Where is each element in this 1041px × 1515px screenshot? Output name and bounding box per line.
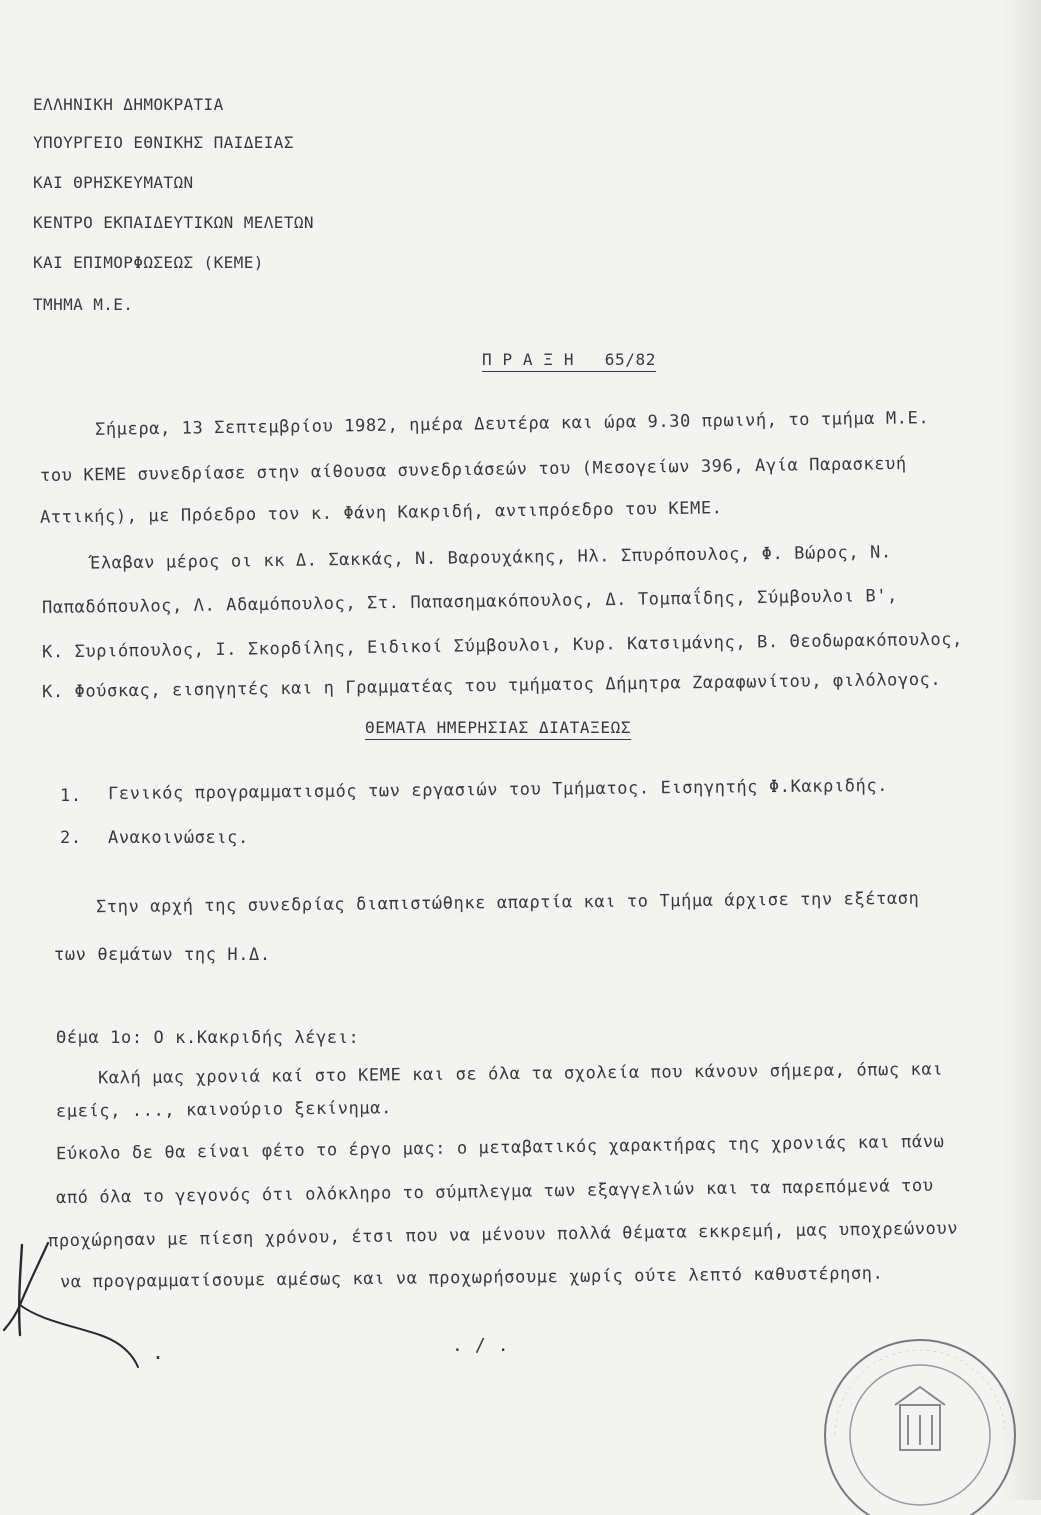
topic-1-line-5: προχώρησαν με πίεση χρόνου, έτσι που να μένουν πολλά θέματα εκκρεμή, μας υποχρεώνουν <box>47 1218 959 1252</box>
handwritten-signature <box>0 1235 180 1375</box>
header-line-3: ΚΑΙ ΘΡΗΣΚΕΥΜΑΤΩΝ <box>33 173 194 192</box>
agenda-item-number: 2. <box>60 828 82 848</box>
quorum-line-2: των θεμάτων της Η.Δ. <box>54 945 271 965</box>
intro-line-1: Σήμερα, 13 Σεπτεμβρίου 1982, ημέρα Δευτέρα και ώρα 9.30 πρωινή, το τμήμα Μ.Ε. <box>94 408 930 440</box>
act-title: Π Ρ Α Ξ Η 65/82 <box>482 350 656 369</box>
bleed-through-text <box>210 172 220 190</box>
intro-line-2: του ΚΕΜΕ συνεδρίασε στην αίθουσα συνεδριάσεών του (Μεσογείων 396, Αγία Παρασκευή <box>39 453 907 487</box>
topic-1-line-1: Καλή μας χρονιά καί στο ΚΕΜΕ και σε όλα τα σχολεία που κάνουν σήμερα, όπως και <box>97 1059 944 1089</box>
members-line-3: Κ. Συριόπουλος, Ι. Σκορδίλης, Ειδικοί Σύμβουλοι, Κυρ. Κατσιμάνης, Β. Θεοδωρακόπουλος, <box>41 629 964 663</box>
agenda-item-text: Ανακοινώσεις. <box>108 828 249 848</box>
header-line-2: ΥΠΟΥΡΓΕΙΟ ΕΘΝΙΚΗΣ ΠΑΙΔΕΙΑΣ <box>33 133 294 152</box>
footer-dot: . <box>152 1340 165 1364</box>
members-line-4: Κ. Φούσκας, εισηγητές και η Γραμματέας του τμήματος Δήμητρα Ζαραφωνίτου, φιλόλογος. <box>41 669 942 703</box>
topic-1-line-2: εμείς, ..., καινούριο ξεκίνημα. <box>55 1098 392 1122</box>
quorum-line-1: Στην αρχή της συνεδρίας διαπιστώθηκε απαρτία και το Τμήμα άρχισε την εξέταση <box>95 888 920 918</box>
topic-1-line-3: Εύκολο δε θα είναι φέτο το έργο μας: ο μεταβατικός χαρακτήρας της χρονιάς και πάνω <box>55 1131 945 1165</box>
official-stamp <box>795 1325 1035 1515</box>
agenda-title: ΘΕΜΑΤΑ ΗΜΕΡΗΣΙΑΣ ΔΙΑΤΑΞΕΩΣ <box>365 718 632 737</box>
intro-line-3: Αττικής), με Πρόεδρο τον κ. Φάνη Κακριδή, αντιπρόεδρο του ΚΕΜΕ. <box>39 498 723 528</box>
topic-1-line-4: από όλα το γεγονός ότι ολόκληρο το σύμπλεγμα των εξαγγελιών και τα παρεπόμενά του <box>55 1175 934 1209</box>
members-line-2: Παπαδόπουλος, Λ. Αδαμόπουλος, Στ. Παπασημακόπουλος, Δ. Τομπαΐδης, Σύμβουλοι Β', <box>41 586 899 618</box>
members-line-1: Έλαβαν μέρος οι κκ Δ. Σακκάς, Ν. Βαρουχάκης, Ηλ. Σπυρόπουλος, Φ. Βώρος, Ν. <box>89 542 892 574</box>
header-line-1: ΕΛΛΗΝΙΚΗ ΔΗΜΟΚΡΑΤΙΑ <box>33 95 224 114</box>
agenda-item-text: Γενικός προγραμματισμός των εργασιών του Τμήματος. Εισηγητής Φ.Κακριδής. <box>107 775 889 805</box>
topic-1-line-6: να προγραμματίσουμε αμέσως και να προχωρήσουμε χωρίς ούτε λεπτό καθυστέρηση. <box>59 1263 884 1293</box>
header-line-5: ΚΑΙ ΕΠΙΜΟΡΦΩΣΕΩΣ (ΚΕΜΕ) <box>33 253 264 272</box>
page-edge-shadow <box>1001 0 1041 1500</box>
agenda-item-number: 1. <box>60 786 82 806</box>
topic-1-heading: Θέμα 1ο: Ο κ.Κακριδής λέγει: <box>56 1028 360 1048</box>
continuation-mark: . / . <box>452 1335 510 1356</box>
header-line-4: ΚΕΝΤΡΟ ΕΚΠΑΙΔΕΥΤΙΚΩΝ ΜΕΛΕΤΩΝ <box>33 213 314 232</box>
header-line-6: ΤΜΗΜΑ Μ.Ε. <box>33 295 134 314</box>
